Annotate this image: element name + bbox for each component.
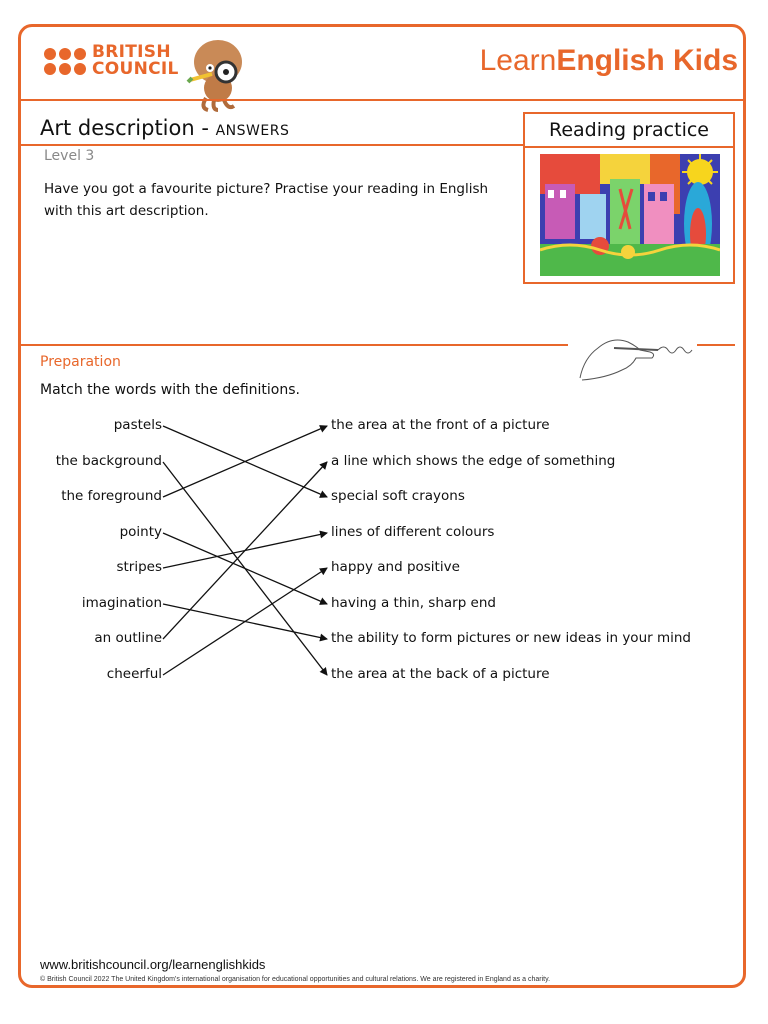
word-item: pointy [119,524,162,540]
lek-english-kids: English Kids [556,44,738,77]
word-item: the background [55,453,162,469]
intro-text: Have you got a favourite picture? Practise your reading in English with this art description. [44,181,489,219]
brand-line-2: COUNCIL [92,59,179,79]
definition-item: the area at the front of a picture [331,417,550,433]
level-label: Level 3 [44,148,95,164]
definition-item: lines of different colours [331,524,495,540]
reading-practice-title: Reading practice [525,114,733,148]
brand-line-1: BRITISH [92,42,171,62]
word-item: cheerful [106,666,162,682]
preparation-heading: Preparation [40,354,121,370]
word-item: an outline [94,630,162,646]
match-arrow [163,568,327,675]
lek-learn: Learn [479,44,557,77]
word-item: pastels [113,417,162,433]
footer-copyright: © British Council 2022 The United Kingdom's international organisation for educational opportunities and cultural relations. We are registered in England as a charity. [40,976,551,983]
definition-item: having a thin, sharp end [331,595,496,611]
match-arrow [163,462,327,639]
footer-url[interactable]: www.britishcouncil.org/learnenglishkids [40,957,266,972]
definition-item: happy and positive [331,559,460,575]
word-item: stripes [116,559,162,575]
title-answers-label: ANSWERS [215,123,290,139]
preparation-instruction: Match the words with the definitions. [40,382,300,398]
word-item: imagination [81,595,162,611]
title-text: Art description - [40,116,216,140]
definition-item: special soft crayons [331,488,465,504]
match-arrow [163,533,327,604]
word-item: the foreground [61,488,162,504]
definition-item: the area at the back of a picture [331,666,550,682]
definition-item: the ability to form pictures or new ideas in your mind [331,630,691,646]
definition-item: a line which shows the edge of something [331,453,616,469]
